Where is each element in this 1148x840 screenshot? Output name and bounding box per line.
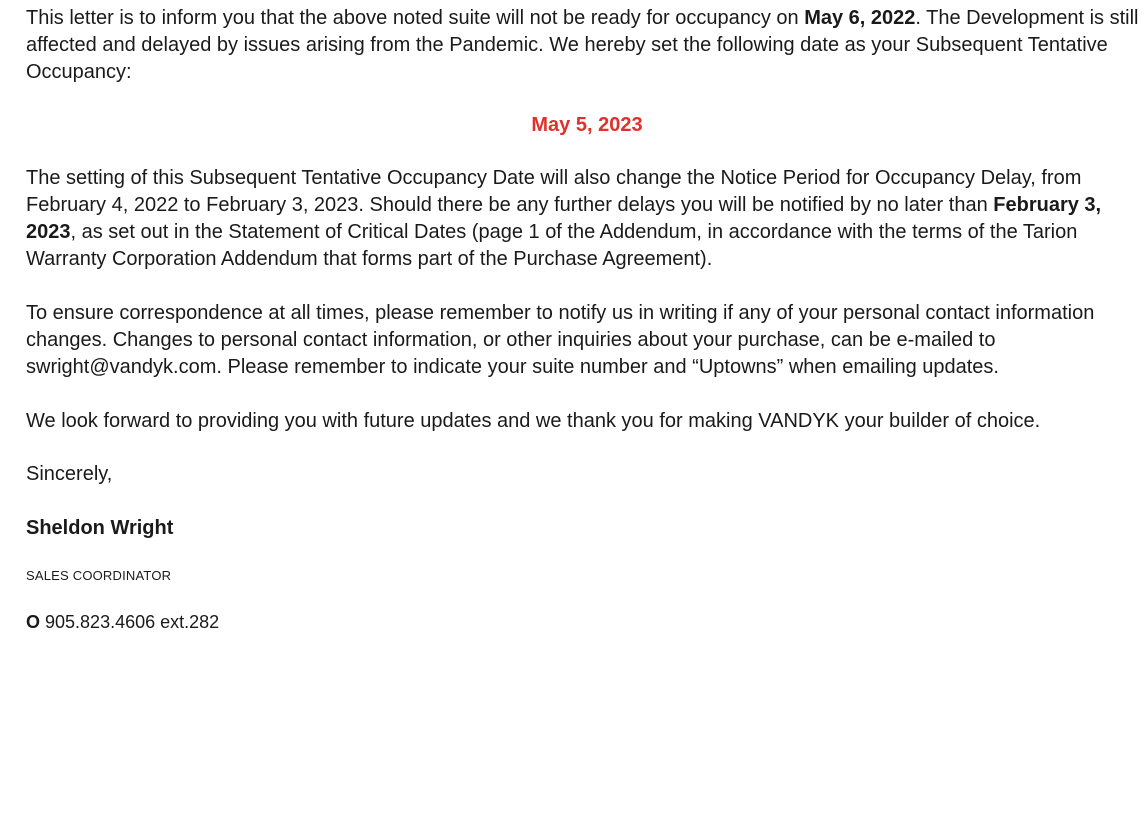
phone-number: 905.823.4606 ext.282 — [40, 612, 220, 632]
paragraph-text: . The Development is still affected and delayed by issues arising from the Pandemic. We hereby set the following date as your Subsequent Tentative Occupancy: — [26, 7, 1139, 83]
paragraph-text: The setting of this Subsequent Tentative Occupancy Date will also change the Notice Period for Occupancy Delay, from February 4, 2022 to February 3, 2023. Should there be any further delays you will be notified by no later than — [26, 167, 1082, 216]
paragraph-text: , as set out in the Statement of Critical Dates (page 1 of the Addendum, in accordance with the terms of the Tarion Warranty Corporation Addendum that forms part of the Purchase Agreement). — [26, 221, 1078, 270]
signature-title: SALES COORDINATOR — [26, 568, 172, 583]
paragraph-contact-info: To ensure correspondence at all times, please remember to notify us in writing if any of your personal contact information changes. Changes to personal contact information, or other inquiries about your purchase, can be e-mailed to swright@vandyk.com. Please remember to indicate your suite number and “Uptowns” when emailing updates. — [26, 302, 1095, 378]
notification-deadline: February 3, 2023 — [26, 194, 1102, 243]
signature-phone — [26, 610, 1148, 634]
new-occupancy-date: May 5, 2023 — [531, 114, 643, 136]
phone-label: O — [26, 612, 41, 632]
closing-salutation: Sincerely, — [26, 463, 113, 485]
original-occupancy-date: May 6, 2022 — [804, 7, 916, 29]
paragraph-notice-period — [26, 165, 1146, 273]
paragraph-text: This letter is to inform you that the above noted suite will not be ready for occupancy on — [26, 7, 805, 29]
paragraph-occupancy-notice — [26, 5, 1146, 86]
signature-name: Sheldon Wright — [26, 517, 174, 539]
paragraph-thanks: We look forward to providing you with future updates and we thank you for making VANDYK your builder of choice. — [26, 410, 1041, 432]
